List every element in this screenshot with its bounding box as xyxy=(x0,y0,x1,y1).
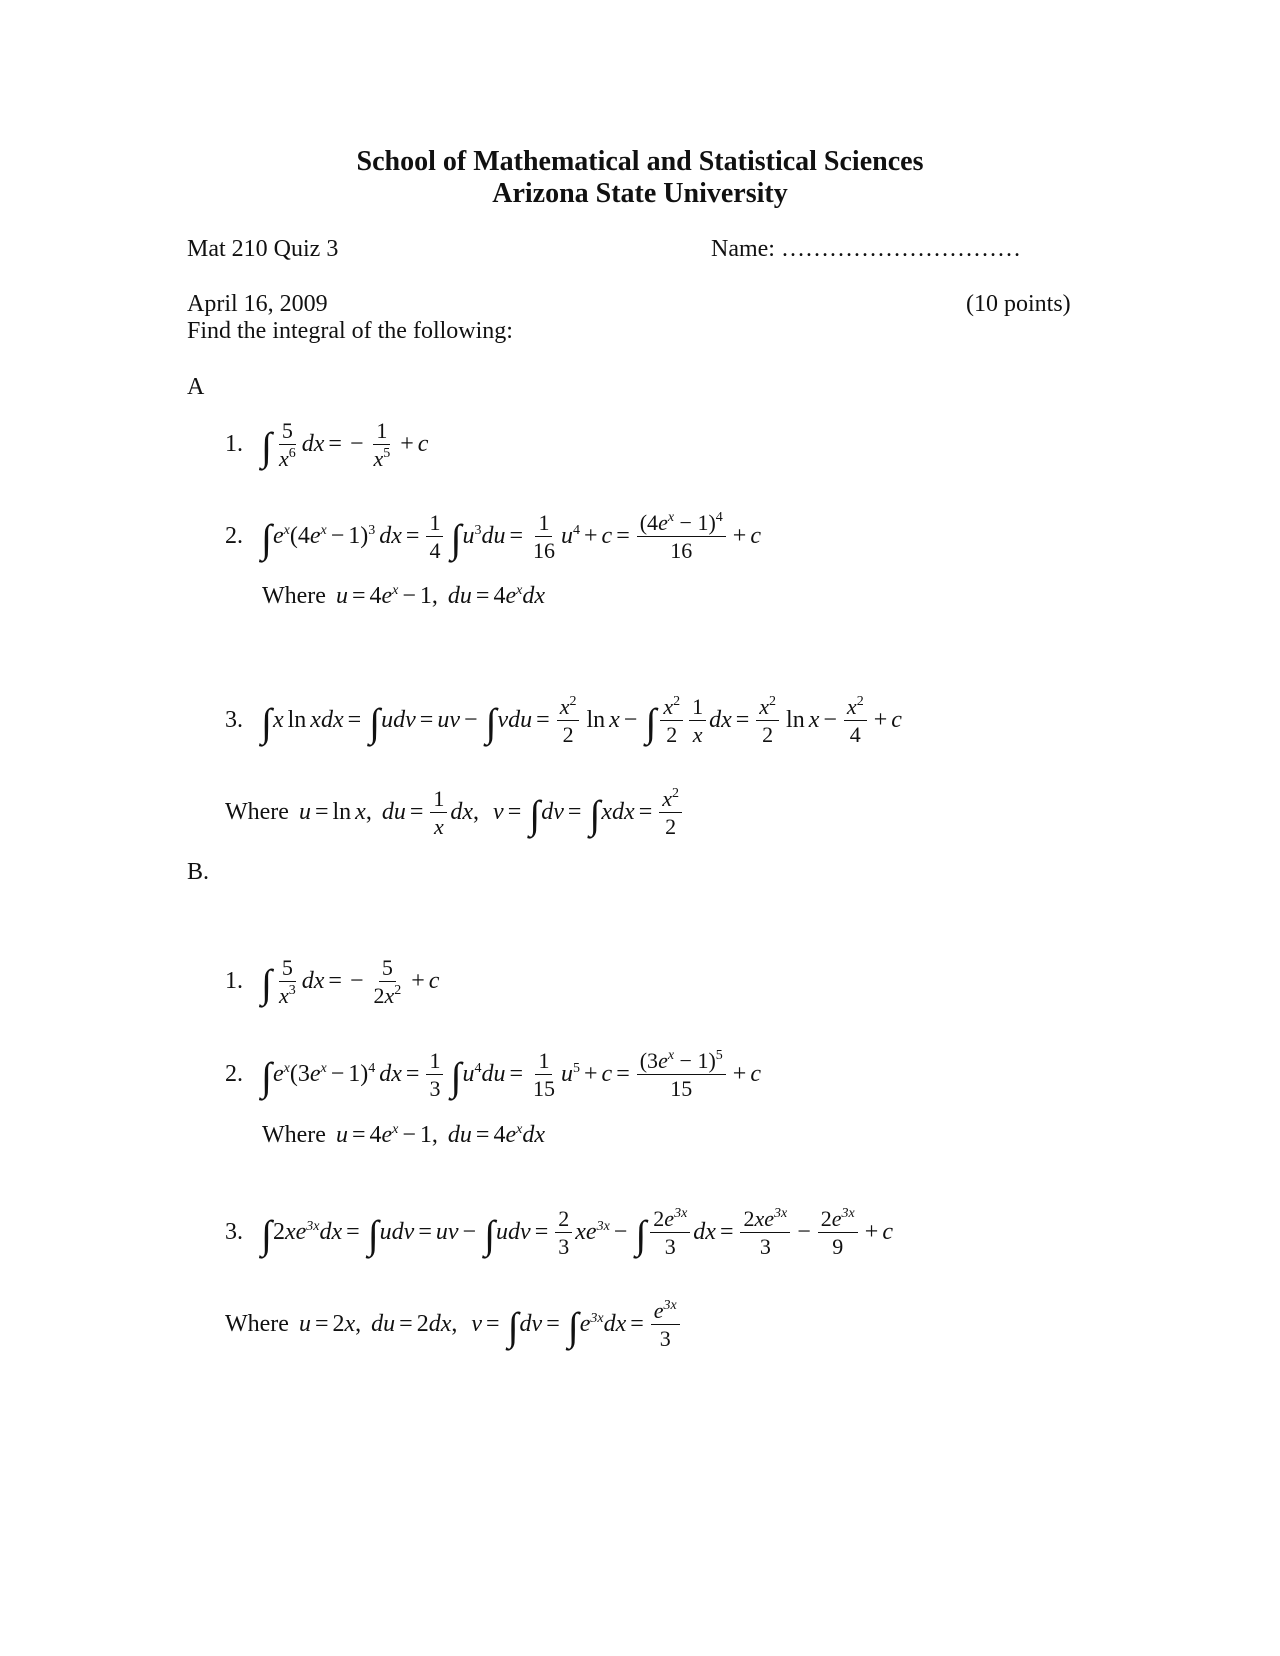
problem-b1: 1. ∫ $\frac{5}{x^3}$ dx = − $\frac{5}{2x^2}$ + c xyxy=(225,955,440,1009)
problem-a3: 3. ∫ x ln xdx = ∫ udv = uv − ∫ vdu = $\frac{x^2}{2}$ ln x − ∫ $\frac{x^2}{2}$ $\frac{1}{x}$ dx = $\frac{x^2}{2}$ ln x − $\frac{x^2}{4}$ + c xyxy=(225,694,902,748)
where-b2: Where u = 4 $e^x$ − 1, du = 4 $e^xdx$ xyxy=(262,1122,545,1148)
points-label: (10 points) xyxy=(966,291,1071,317)
section-b-label: B. xyxy=(187,859,210,885)
instruction-text: Find the integral of the following: xyxy=(187,318,513,344)
problem-number: 2. xyxy=(225,523,243,550)
problem-number: 1. xyxy=(225,968,243,995)
where-a2: Where u = 4 $e^x$ − 1, du = 4 $e^xdx$ xyxy=(262,583,545,609)
problem-a1: 1. ∫ $\frac{5}{x^6}$ dx = − $\frac{1}{x^5}$ + c xyxy=(225,418,429,472)
where-word: Where xyxy=(225,1311,289,1338)
course-label: Mat 210 Quiz 3 xyxy=(187,236,339,262)
section-a-label: A xyxy=(187,374,205,400)
problem-b3: 3. ∫ 2 $xe^{3x}dx$ = ∫ udv = uv − ∫ udv = $\frac{2}{3}$ $xe^{3x}$ − ∫ $\frac{2e^{3x}}{3}$ dx = $\frac{2xe^{3x}}{3}$ − $\frac{2e^{3x}}{9}$ + c xyxy=(225,1206,893,1260)
where-a3: Where u = ln x , du = $\frac{1}{x}$ dx , v = ∫ dv = ∫ xdx = $\frac{x^2}{2}$ xyxy=(225,786,685,840)
where-b3: Where u = 2 x , du = 2 dx , v = ∫ dv = ∫ $e^{3x}dx$ = $\frac{e^{3x}}{3}$ xyxy=(225,1298,683,1352)
university-title: Arizona State University xyxy=(492,178,788,209)
problem-number: 3. xyxy=(225,1219,243,1246)
problem-number: 2. xyxy=(225,1061,243,1088)
school-title: School of Mathematical and Statistical Sciences xyxy=(356,146,924,177)
where-word: Where xyxy=(262,1122,326,1148)
name-field-label: Name: ………………………… xyxy=(711,236,1021,262)
problem-a2: 2. ∫ $e^x$ (4 $e^x$ − 1)$^3$ dx = $\frac{1}{4}$ ∫ $u^3du$ = $\frac{1}{16}$ $u^4$ + c = $\frac{(4e^x - 1)^4}{16}$ + c xyxy=(225,510,761,564)
problem-number: 3. xyxy=(225,707,243,734)
where-word: Where xyxy=(225,799,289,826)
quiz-date: April 16, 2009 xyxy=(187,291,328,317)
where-word: Where xyxy=(262,583,326,609)
problem-number: 1. xyxy=(225,431,243,458)
problem-b2: 2. ∫ $e^x$ (3 $e^x$ − 1)$^4$ dx = $\frac{1}{3}$ ∫ $u^4du$ = $\frac{1}{15}$ $u^5$ + c = $\frac{(3e^x - 1)^5}{15}$ + c xyxy=(225,1048,761,1102)
